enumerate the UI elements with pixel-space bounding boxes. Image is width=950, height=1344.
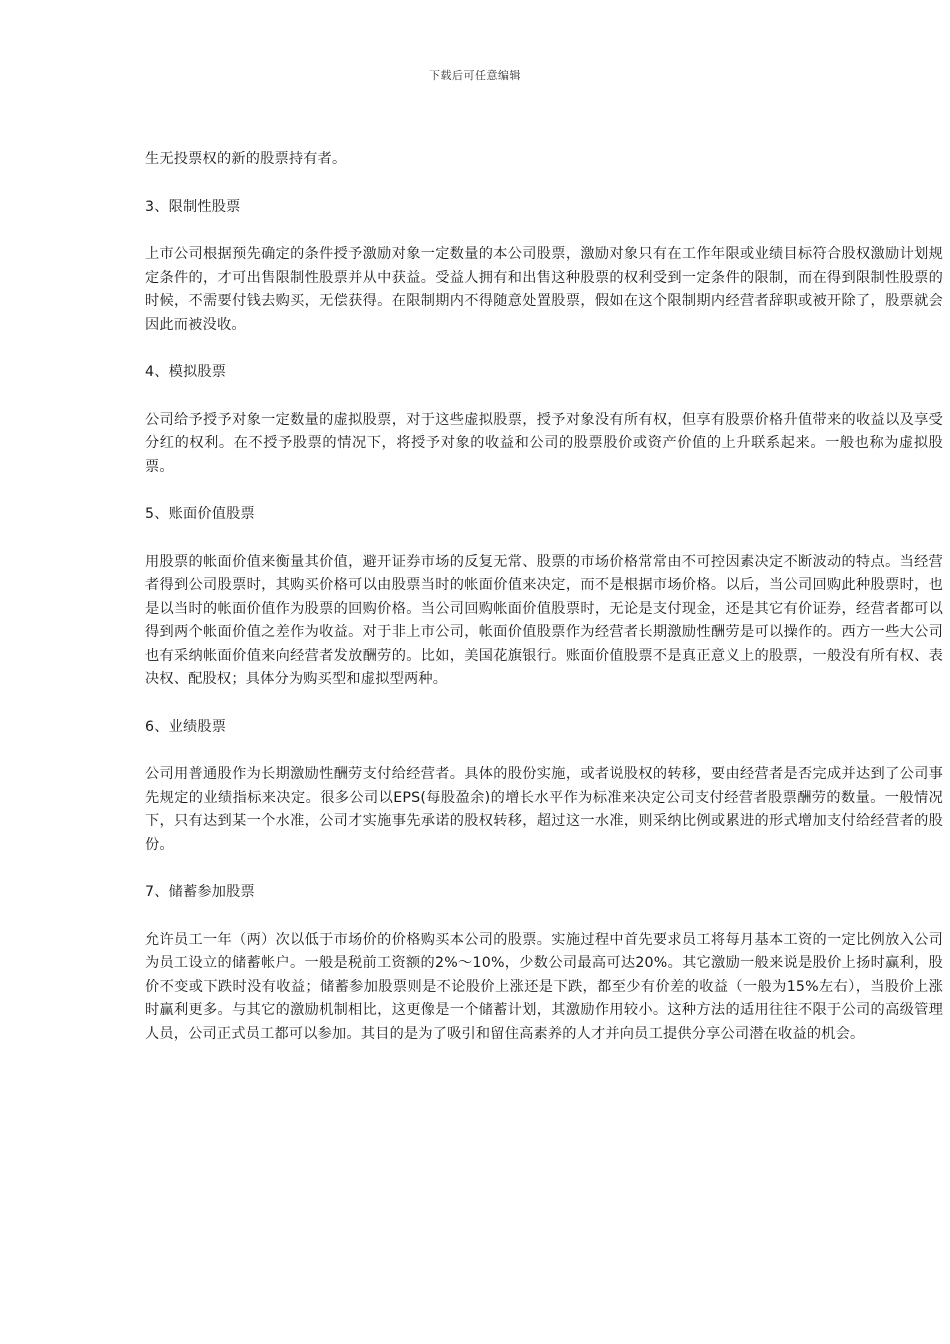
section-body-book-value-stock: 用股票的帐面价值来衡量其价值，避开证券市场的反复无常、股票的市场价格常常由不可控因素决定不断波动的特点。当经营者得到公司股票时，其购买价格可以由股票当时的帐面价值来决定，而不是根据市场价格。以后，当公司回购此种股票时，也是以当时的帐面价值作为股票的回购价格。当公司回购帐面价值股票时，无论是支付现金，还是其它有价证券，经营者都可以得到两个帐面价值之差作为收益。对于非上市公司，帐面价值股票作为经营者长期激励性酬劳是可以操作的。西方一些大公司也有采纳帐面价值来向经营者发放酬劳的。比如，美国花旗银行。账面价值股票不是真正意义上的股票，一般没有所有权、表决权、配股权；具体分为购买型和虚拟型两种。 <box>145 553 943 687</box>
section-body-performance-stock: 公司用普通股作为长期激励性酬劳支付给经营者。具体的股份实施，或者说股权的转移，要由经营者是否完成并达到了公司事先规定的业绩指标来决定。很多公司以EPS(每股盈余)的增长水平作为标准来决定公司支付经营者股票酬劳的数量。一般情况下，只有达到某一个水准，公司才实施事先承诺的股权转移，超过这一水准，则采纳比例或累进的形式增加支付给经营者的股份。 <box>145 766 943 853</box>
section-body-savings-stock: 允许员工一年（两）次以低于市场价的价格购买本公司的股票。实施过程中首先要求员工将每月基本工资的一定比例放入公司为员工设立的储蓄帐户。一般是税前工资额的2%～10%，少数公司最高可达20%。其它激励一般来说是股价上扬时赢利，股价不变或下跌时没有收益；储蓄参加股票则是不论股价上涨还是下跌，都至少有价差的收益（一般为15%左右），当股价上涨时赢利更多。与其它的激励机制相比，这更像是一个储蓄计划，其激励作用较小。这种方法的适用往往不限于公司的高级管理人员，公司正式员工都可以参加。其目的是为了吸引和留住高素养的人才并向员工提供分享公司潜在收益的机会。 <box>145 931 943 1042</box>
section-heading-savings-stock: 7、储蓄参加股票 <box>145 884 255 900</box>
section-body-phantom-stock: 公司给予授予对象一定数量的虚拟股票，对于这些虚拟股票，授予对象没有所有权，但享有股票价格升值带来的收益以及享受分红的权利。在不授予股票的情况下，将授予对象的收益和公司的股票股价或资产价值的上升联系起来。一般也称为虚拟股票。 <box>145 411 943 475</box>
section-heading-restricted-stock: 3、限制性股票 <box>145 198 241 215</box>
section-body-restricted-stock: 上市公司根据预先确定的条件授予激励对象一定数量的本公司股票，激励对象只有在工作年限或业绩目标符合股权激励计划规定条件的，才可出售限制性股票并从中获益。受益人拥有和出售这种股票的权利受到一定条件的限制，而在得到限制性股票的时候，不需要付钱去购买，无偿获得。在限制期内不得随意处置股票，假如在这个限制期内经营者辞职或被开除了，股票就会因此而被没收。 <box>145 246 943 333</box>
section-heading-performance-stock: 6、业绩股票 <box>145 718 227 735</box>
section-heading-phantom-stock: 4、模拟股票 <box>145 364 227 380</box>
intro-paragraph: 生无投票权的新的股票持有者。 <box>145 151 347 167</box>
page-header-note: 下载后可任意编辑 <box>429 69 521 82</box>
document-body <box>145 148 943 1046</box>
section-heading-book-value-stock: 5、账面价值股票 <box>145 506 255 522</box>
